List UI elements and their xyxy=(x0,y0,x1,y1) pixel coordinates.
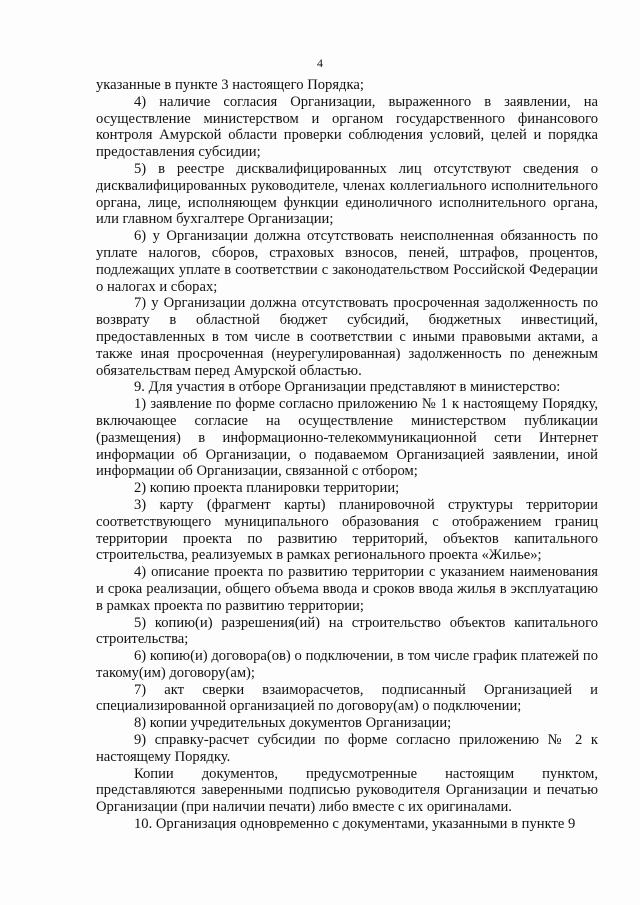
paragraph: указанные в пункте 3 настоящего Порядка; xyxy=(96,77,364,93)
paragraph: 8) копии учредительных документов Организации; xyxy=(134,715,452,732)
paragraph: 6) копию(и) договора(ов) о подключении, в том числе график платежей по такому(им) договору(ам); xyxy=(96,648,598,681)
paragraph: 10. Организация одновременно с документами, указанными в пункте 9 xyxy=(134,816,576,833)
paragraph: 5) в реестре дисквалифицированных лиц отсутствуют сведения о дисквалифицированных руководителе, членах коллегиального исполнительного органа, лице, исполняющем функции единоличного исполнительного органа, или главном бухгалтере Организации; xyxy=(96,160,598,228)
paragraph: 1) заявление по форме согласно приложению № 1 к настоящему Порядку, включающее согласие на осуществление министерством публикации (размещения) в информационно-телекоммуникационной сети Интернет информации об Организации, о подаваемом Организацией заявлении, иной информации об Организации, связанной с отбором; xyxy=(96,396,598,480)
paragraph: 7) у Организации должна отсутствовать просроченная задолженность по возврату в областной бюджет субсидий, бюджетных инвестиций, предоставленных в том числе в соответствии с иными правовыми актами, а также иная просроченная (неурегулированная) задолженность по денежным обязательствам перед Амурской областью. xyxy=(96,295,598,379)
paragraph: 9. Для участия в отборе Организации представляют в министерство: xyxy=(134,379,561,396)
paragraph: 4) описание проекта по развитию территории с указанием наименования и срока реализации, общего объема ввода и сроков ввода жилья в эксплуатацию в рамках проекта по развитию территории; xyxy=(96,564,598,614)
page-number: 4 xyxy=(317,56,323,70)
paragraph: 9) справку-расчет субсидии по форме согласно приложению № 2 к настоящему Порядку. xyxy=(96,732,598,765)
paragraph: 4) наличие согласия Организации, выраженного в заявлении, на осуществление министерством и органом государственного финансового контроля Амурской области проверки соблюдения условий, целей и порядка предоставления субсидии; xyxy=(96,93,598,161)
paragraph: 3) карту (фрагмент карты) планировочной структуры территории соответствующего муниципального образования с отображением границ территории проекта по развитию территорий, объектов капитального строительства, реализуемых в рамках регионального проекта «Жилье»; xyxy=(96,496,598,564)
paragraph: 2) копию проекта планировки территории; xyxy=(134,480,400,497)
paragraph: Копии документов, предусмотренные настоящим пунктом, представляются заверенными подписью руководителя Организации и печатью Организации (при наличии печати) либо вместе с их оригиналами. xyxy=(96,765,598,816)
paragraph: 6) у Организации должна отсутствовать неисполненная обязанность по уплате налогов, сборов, страховых взносов, пеней, штрафов, процентов, подлежащих уплате в соответствии с законодательством Российской Федерации о налогах и сборах; xyxy=(96,228,598,295)
paragraph: 7) акт сверки взаиморасчетов, подписанный Организацией и специализированной организацией по договору(ам) о подключении; xyxy=(96,681,598,715)
document-body xyxy=(96,77,598,833)
paragraph: 5) копию(и) разрешения(ий) на строительство объектов капитального строительства; xyxy=(96,614,598,648)
